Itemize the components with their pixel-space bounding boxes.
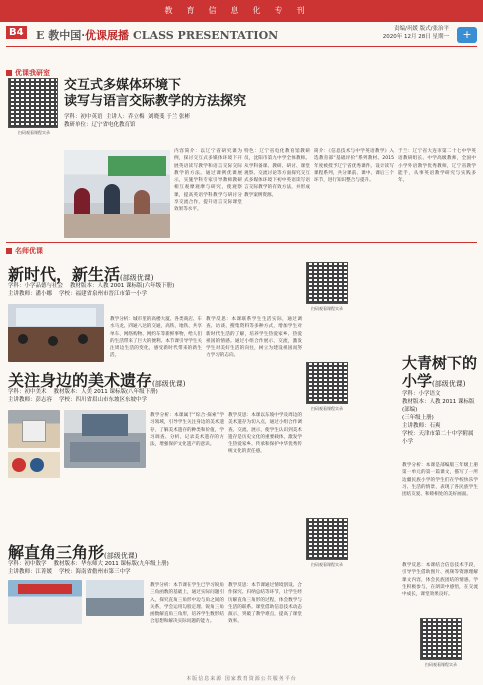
masthead-slogan: 教育信息化专刊 — [0, 0, 483, 22]
page-title-accent: 优课展播 — [85, 29, 130, 42]
footer-note: 本版信息来源 国家教育资源公共服务平台 — [186, 676, 297, 682]
article1-col1: 内容简介：以辽宁省研究课为例，探讨交互式多媒体环境下开展英语读写教学和语言交际交际教学的方法。通过课例优课展示，实施学科专家引导教师教研相互观摩观摩与研究，使观察课，提高英语学科教学与研讨分享交流合作，提升语言交际课堂效果等水平。 — [174, 149, 242, 213]
qr-code[interactable] — [306, 262, 348, 304]
article3-title: 关注身边的美术遗存(部级优课) — [8, 371, 186, 390]
article1-col4: 于兰：辽宁省大连市第二十七中学英语教研组长、中学高级教师，全国中小学外语教学优秀教师，辽宁省教学能手，从事英语教学研究与实践多年。 — [398, 149, 476, 184]
article4-info: 学科：初中数学 教材版本：华东师大 2011 课标版(九年级上册) 主讲教师：江菁媛 学校：海南省儋州市第三中学 — [8, 561, 169, 575]
qr-caption: 扫码观看课程实录 — [311, 306, 343, 311]
article2-title: 新时代，新生活(部级优课) — [8, 265, 154, 284]
classroom-photo — [86, 580, 144, 616]
qr-code[interactable] — [8, 78, 58, 128]
article5-col2: 教学反思：本课结合信息技术手段，引导学生借助图片、视频等资源理解课文内容，体会民族团结的情感。学生积极参与，在朗读中感悟，在交流中成长，课堂效果良好。 — [402, 563, 478, 598]
article4-col2: 教学反思：本节课通过情境创设、合作探究、归纳总结等环节，让学生经历解直角三角形的过程，体会数学与生活的联系。课堂借助信息技术动态演示，突破了教学难点，提高了课堂效率。 — [228, 583, 302, 625]
qr-caption: 扫码观看课程实录 — [425, 662, 457, 667]
classroom-photo — [8, 580, 82, 624]
article5-info: 学科：小学语文 教材版本：人教 2011 课标版(部编) (三年级上册) 主讲教师：石爽 学校：天津市第二十中学附属小学 — [402, 391, 475, 445]
article1-info: 学科：初中英语 主讲人：乔立梅 刘晓斐 于兰 张彬 教研单位：辽宁省电化教育馆 — [64, 114, 191, 128]
qr-caption: 扫码观看课程实录 — [311, 406, 343, 411]
section-rule — [6, 242, 477, 243]
qr-code[interactable] — [306, 362, 348, 404]
article2-col1: 教学分析：城市里的高楼大厦、各类商店、车水马龙、四通八达的交通，高铁、地铁、共享单车、网络购物、网约车等新鲜事物，给人们的生活带来了巨大的便利。本节课引导学生关注周边生活的变化，感受新时代带来的新生活。 — [110, 317, 202, 359]
page-title-en: CLASS PRESENTATION — [133, 29, 279, 42]
article4-title: 解直角三角形(部级优课) — [8, 543, 138, 562]
article2-info: 学科：小学品德与社会 教材版本：人教 2001 课标版(六年级下册) 主讲教师：潘小娜 学校：福建省泉州市晋江市第一小学 — [8, 283, 175, 297]
classroom-photo — [64, 410, 146, 468]
article4-col1: 教学分析：本节课在学生已学习锐角三角函数的基础上，通过实际问题引入，探究直角三角形中边与角之间的关系，学会运用勾股定理、锐角三角函数解直角三角形，培养学生数形结合思想和解决实际问题的能力。 — [150, 583, 224, 625]
plus-icon: + — [457, 27, 477, 43]
article5-col1: 教学分析：本课是部编版三年级上册第一单元的第一篇课文，描写了一所边疆民族小学的学生们在学校快乐学习、生活的情景，表现了各民族学生团结友爱、和睦相处的美好画面。 — [402, 463, 478, 498]
page-title — [36, 27, 278, 43]
page-title-main: E 教中国· — [36, 29, 86, 42]
date-line: 2020年 12月 28日 星期一 — [382, 34, 449, 40]
classroom-photo — [64, 150, 170, 238]
editor-line: 责编/巩媛 版式/张治平 — [394, 26, 449, 32]
students-photo — [8, 452, 60, 478]
qr-caption: 扫码观看课程实录 — [18, 130, 50, 135]
article3-col2: 教学反思：本课以东坡中学及周边的美术遗存为切入点，通过小组合作调查、交流、展示，使学生认识到美术遗存是历史文化的重要载体，激发学生热爱家乡、传承和保护中华优秀传统文化的责任感。 — [228, 413, 302, 455]
page-header — [0, 25, 483, 45]
article1-title-line2: 读写与语言交际教学的方法探究 — [64, 94, 247, 109]
classroom-photo — [8, 304, 104, 362]
article3-info: 学科：初中美术 教材版本：人美 2011 课标版(八年级下册) 主讲教师：彭志容 学校：四川省眉山市东坡区东坡中学 — [8, 389, 158, 403]
article1-col3: 简介：《信息技术与中学英语教学》入选教育部“基础评价”系列教材。2015年度被授予辽宁省优秀课件。设计读写课程系列，共分课前、课中、课后三个环节，进行知识整合与提升。 — [314, 149, 394, 184]
page-number: B4 — [6, 26, 27, 39]
qr-code[interactable] — [420, 618, 462, 660]
section-square-icon — [6, 70, 12, 76]
article5-title-line2: 小学(部级优课) — [402, 372, 466, 390]
article5-title-line1: 大青树下的 — [402, 354, 478, 372]
qr-caption: 扫码观看课程实录 — [311, 562, 343, 567]
article2-col2: 教学反思：本课联系学生生活实际，通过调查、访谈、搜集资料等多种方式，增加学生对新时代生活的了解，培养学生热爱家乡、热爱祖国的情感。通过小组合作展示、交流，激发学生对美好生活的向往，树立为建设祖国而努力学习的志向。 — [206, 317, 302, 359]
article3-col1: 教学分析：本课属于“综合·探索”学习领域，引导学生关注身边的美术遗存，了解美术遗存的种类和价值，学习调查、分析、记录美术遗存的方法，增强保护文化遗产的意识。 — [150, 413, 224, 448]
artifact-photo — [8, 410, 60, 448]
section-heading-teachers: 名师优课 — [6, 246, 43, 256]
article1-col2: 特色：辽宁省电化教育馆教研员，沈阳市第九中学全体教师。从学科备课、教研、研讨、课堂观察、交流讨论等方面探究交互式多媒体环境下初中英语读写语言交际教学的有效方法，并形成教学案例资源。 — [244, 149, 310, 198]
header-rule — [6, 46, 477, 47]
section-heading-research: 优课我研室 — [6, 68, 50, 78]
page-meta — [383, 25, 449, 41]
qr-code[interactable] — [306, 518, 348, 560]
section-square-icon — [6, 248, 12, 254]
article1-title-line1: 交互式多媒体环境下 — [64, 78, 182, 93]
